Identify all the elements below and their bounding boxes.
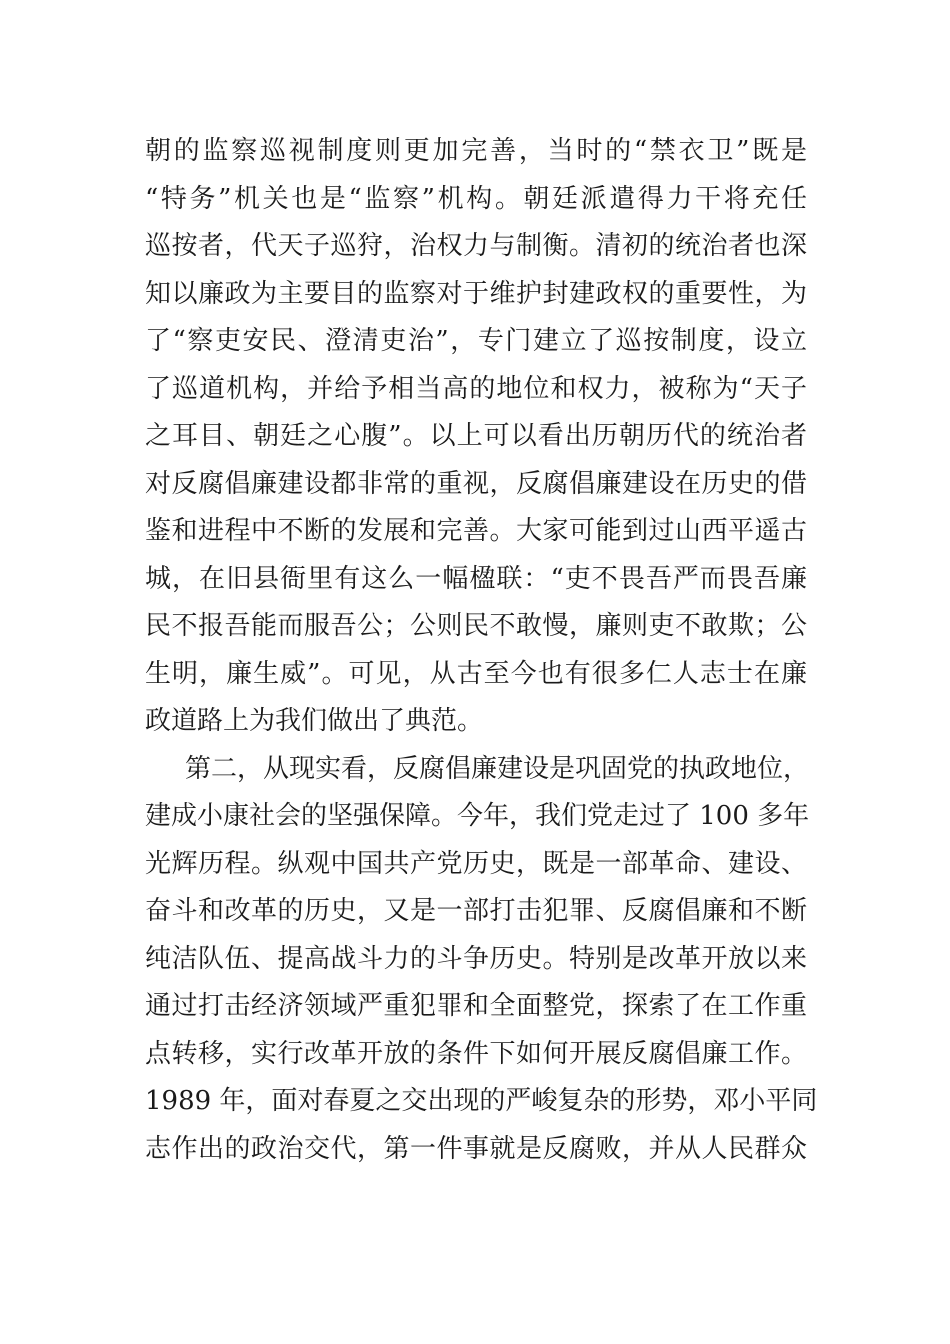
text-line: 1989 年，面对春夏之交出现的严峻复杂的形势，邓小平同 bbox=[145, 1086, 818, 1116]
text-line: 之耳目、朝廷之心腹”。以上可以看出历朝历代的统治者 bbox=[145, 421, 807, 451]
text-line: 对反腐倡廉建设都非常的重视，反腐倡廉建设在历史的借 bbox=[145, 468, 807, 499]
text-line: 民不报吾能而服吾公；公则民不敢慢，廉则吏不敢欺；公 bbox=[145, 611, 807, 641]
body-text bbox=[145, 128, 818, 1173]
text-line: 生明，廉生威”。可见，从古至今也有很多仁人志士在廉 bbox=[145, 658, 807, 689]
text-line: 纯洁队伍、提高战斗力的斗争历史。特别是改革开放以来 bbox=[145, 943, 807, 974]
paragraph-first-line: 第二，从现实看，反腐倡廉建设是巩固党的执政地位， bbox=[185, 753, 810, 784]
text-line: 鉴和进程中不断的发展和完善。大家可能到过山西平遥古 bbox=[145, 516, 807, 546]
text-line: 通过打击经济领域严重犯罪和全面整党，探索了在工作重 bbox=[145, 991, 807, 1021]
text-line: 志作出的政治交代，第一件事就是反腐败，并从人民群众 bbox=[145, 1133, 807, 1164]
text-line: 了“察吏安民、澄清吏治”，专门建立了巡按制度，设立 bbox=[145, 326, 807, 356]
text-line: 了巡道机构，并给予相当高的地位和权力，被称为“天子 bbox=[145, 373, 807, 404]
text-line: 城，在旧县衙里有这么一幅楹联：“吏不畏吾严而畏吾廉 bbox=[145, 563, 807, 594]
text-line: 巡按者，代天子巡狩，治权力与制衡。清初的统治者也深 bbox=[145, 231, 807, 261]
text-line: 建成小康社会的坚强保障。今年，我们党走过了 100 多年 bbox=[145, 801, 810, 831]
text-line: 点转移，实行改革开放的条件下如何开展反腐倡廉工作。 bbox=[145, 1038, 807, 1069]
text-line: 朝的监察巡视制度则更加完善，当时的“禁衣卫”既是 bbox=[145, 136, 807, 166]
text-line: 光辉历程。纵观中国共产党历史，既是一部革命、建设、 bbox=[145, 848, 807, 879]
text-line: 知以廉政为主要目的监察对于维护封建政权的重要性，为 bbox=[145, 278, 807, 309]
text-line: “特务”机关也是“监察”机构。朝廷派遣得力干将充任 bbox=[145, 183, 807, 214]
text-line: 政道路上为我们做出了典范。 bbox=[145, 706, 484, 736]
text-line: 奋斗和改革的历史，又是一部打击犯罪、反腐倡廉和不断 bbox=[145, 896, 807, 926]
